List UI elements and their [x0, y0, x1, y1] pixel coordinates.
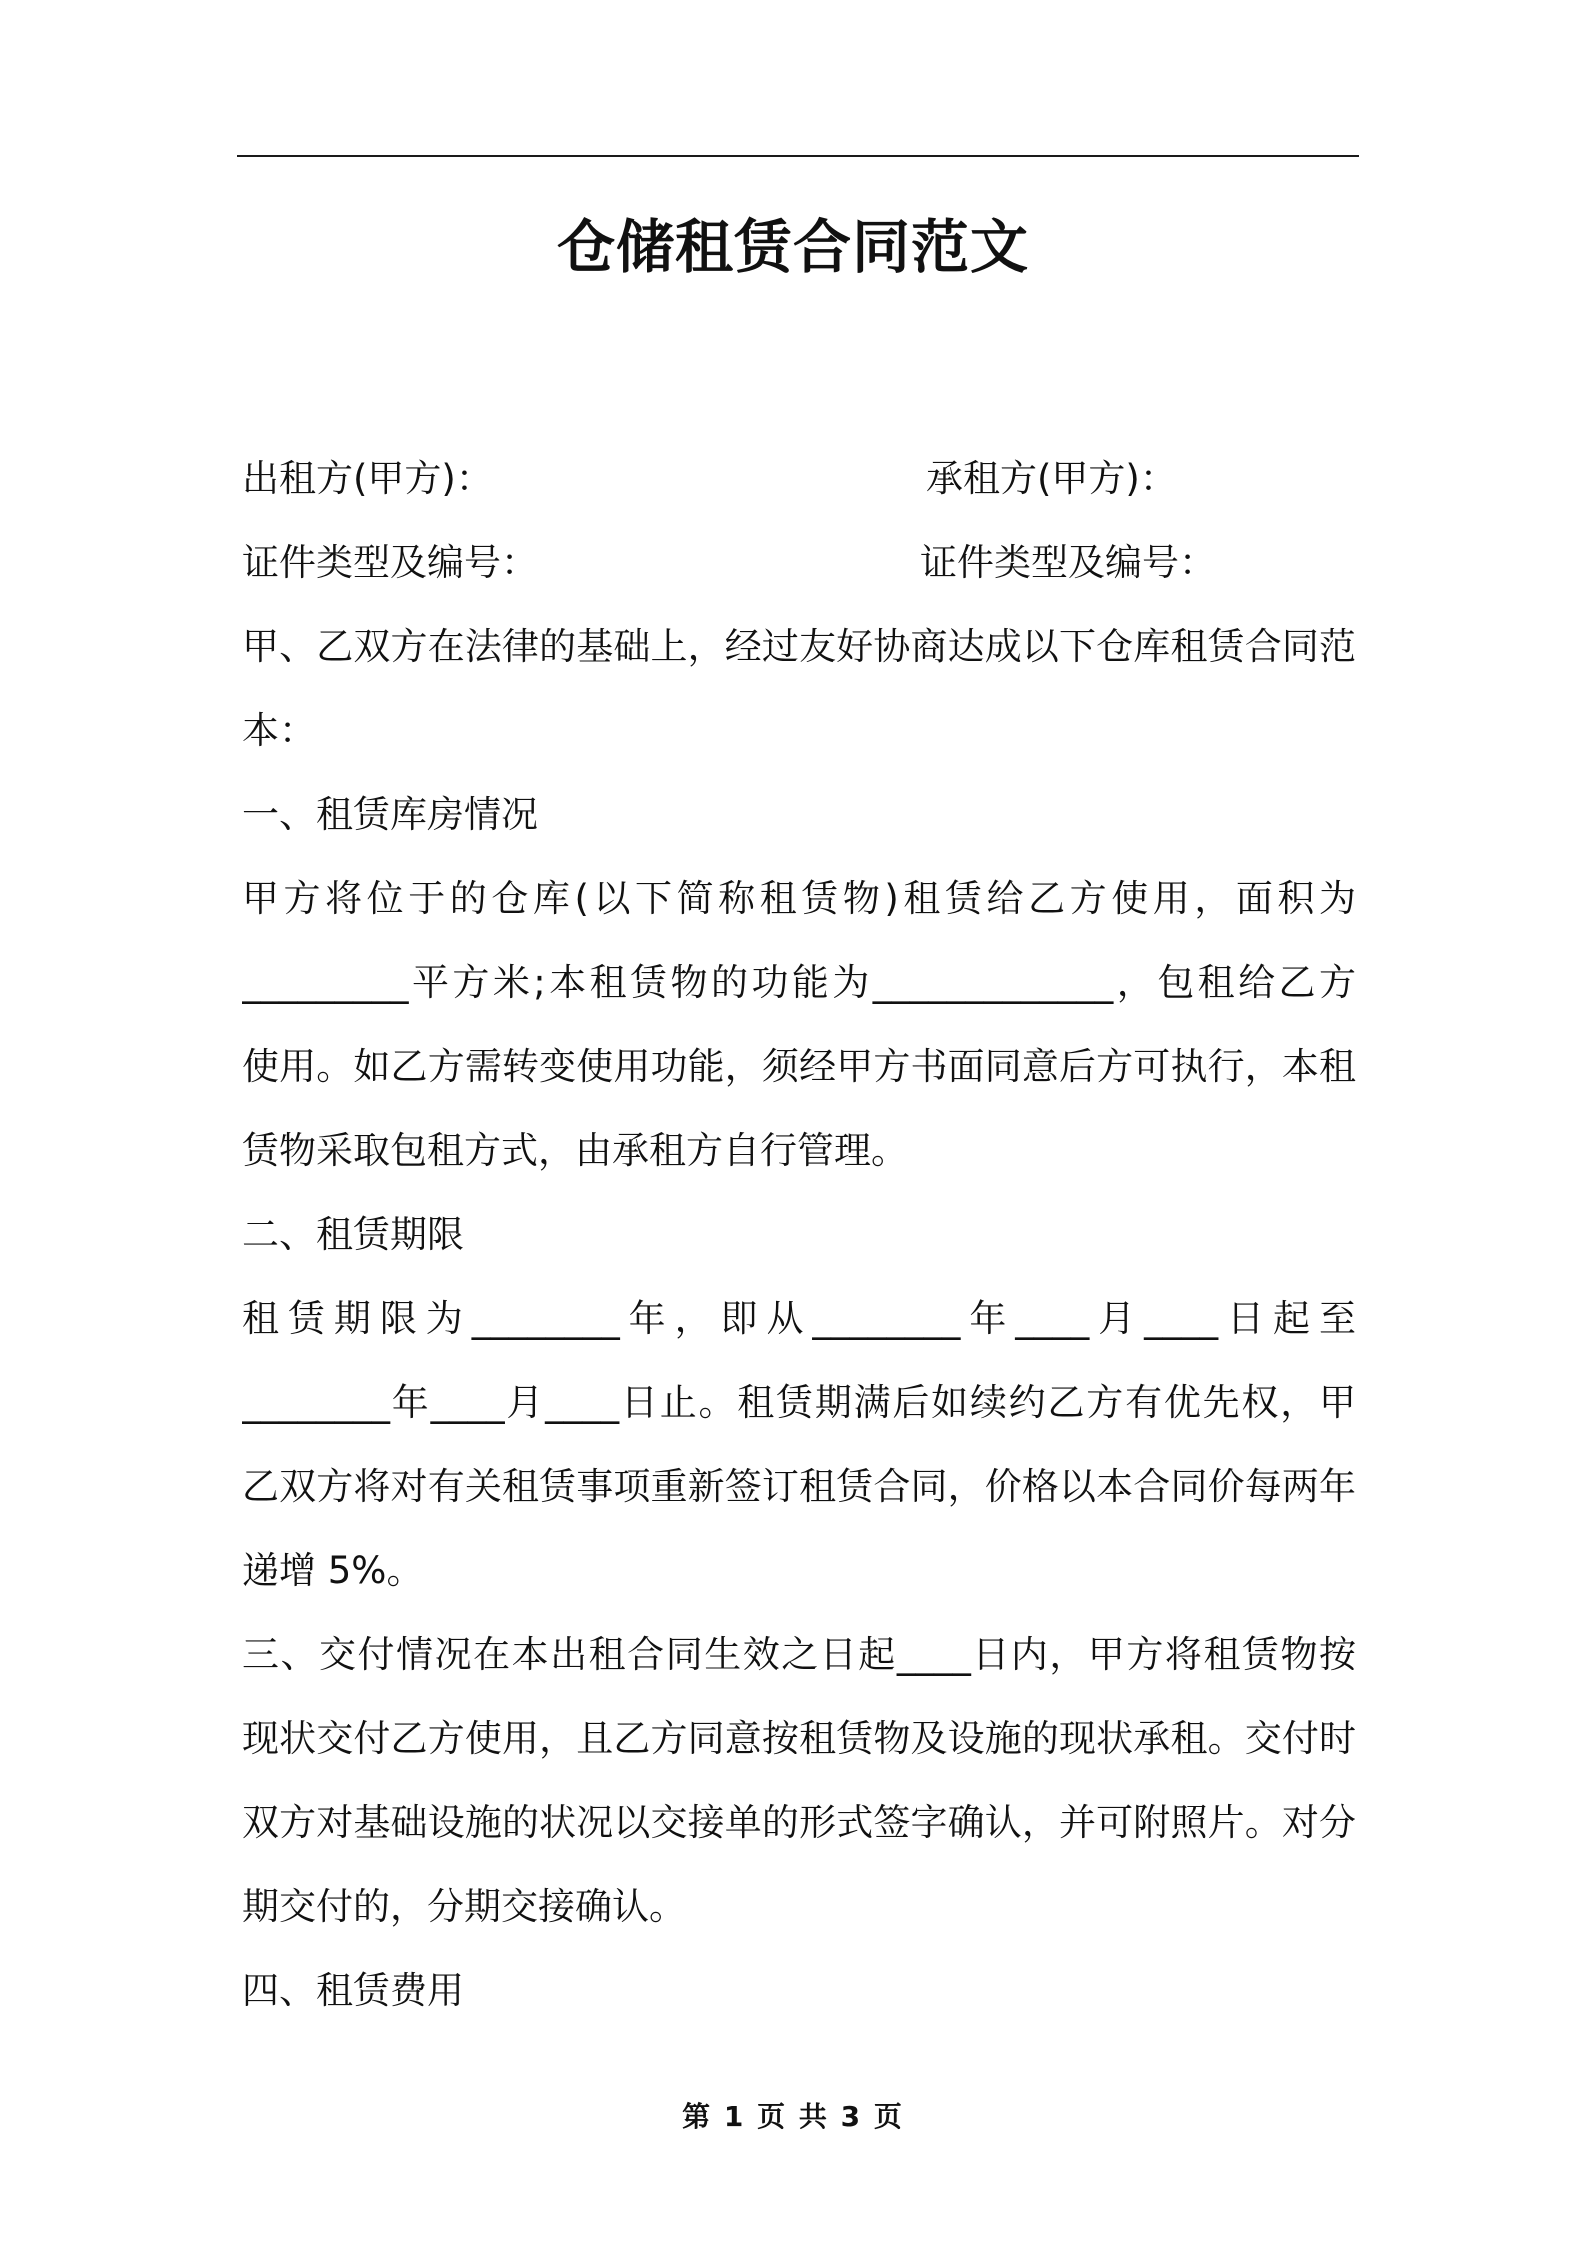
body-line-s1-3: 使用。如乙方需转变使用功能，须经甲方书面同意后方可执行，本租 [242, 1045, 1356, 1088]
lessee-id-label: 证件类型及编号： [920, 541, 1216, 584]
body-line-s3-1: 三、交付情况在本出租合同生效之日起____日内，甲方将租赁物按 [242, 1633, 1356, 1676]
party-row-ids [242, 521, 1356, 605]
section-heading-1: 一、租赁库房情况 [242, 793, 538, 836]
body-line-s2-4: 递增 5%。 [242, 1549, 424, 1592]
body-line-s3-4: 期交付的，分期交接确认。 [242, 1885, 686, 1928]
body-line-intro-1: 甲、乙双方在法律的基础上，经过友好协商达成以下仓库租赁合同范 [242, 625, 1356, 668]
document-title: 仓储租赁合同范文 [556, 213, 1029, 281]
section-heading-2: 二、租赁期限 [242, 1213, 464, 1256]
body-line-s1-4: 赁物采取包租方式，由承租方自行管理。 [242, 1129, 908, 1172]
lessor-label: 出租方(甲方)： [242, 457, 493, 500]
lessor-id-label: 证件类型及编号： [242, 541, 538, 584]
body-line-s1-2: _________平方米;本租赁物的功能为_____________，包租给乙方 [242, 961, 1356, 1004]
page-number-footer: 第 1 页 共 3 页 [682, 2100, 904, 2133]
header-rule [237, 155, 1359, 157]
lessee-label: 承租方(甲方)： [926, 457, 1177, 500]
body-line-s1-1: 甲方将位于的仓库(以下简称租赁物)租赁给乙方使用，面积为 [242, 877, 1356, 920]
body-line-s3-3: 双方对基础设施的状况以交接单的形式签字确认，并可附照片。对分 [242, 1801, 1356, 1844]
body-line-s2-3: 乙双方将对有关租赁事项重新签订租赁合同，价格以本合同价每两年 [242, 1465, 1356, 1508]
body-line-s3-2: 现状交付乙方使用，且乙方同意按租赁物及设施的现状承租。交付时 [242, 1717, 1356, 1760]
body-line-intro-2: 本： [242, 709, 316, 752]
body-line-s2-2: ________年____月____日止。租赁期满后如续约乙方有优先权，甲 [242, 1381, 1356, 1424]
party-row-names [242, 437, 1356, 521]
section-heading-4: 四、租赁费用 [242, 1969, 464, 2012]
body-line-s2-1: 租赁期限为________年，即从________年____月____日起至 [242, 1297, 1356, 1340]
